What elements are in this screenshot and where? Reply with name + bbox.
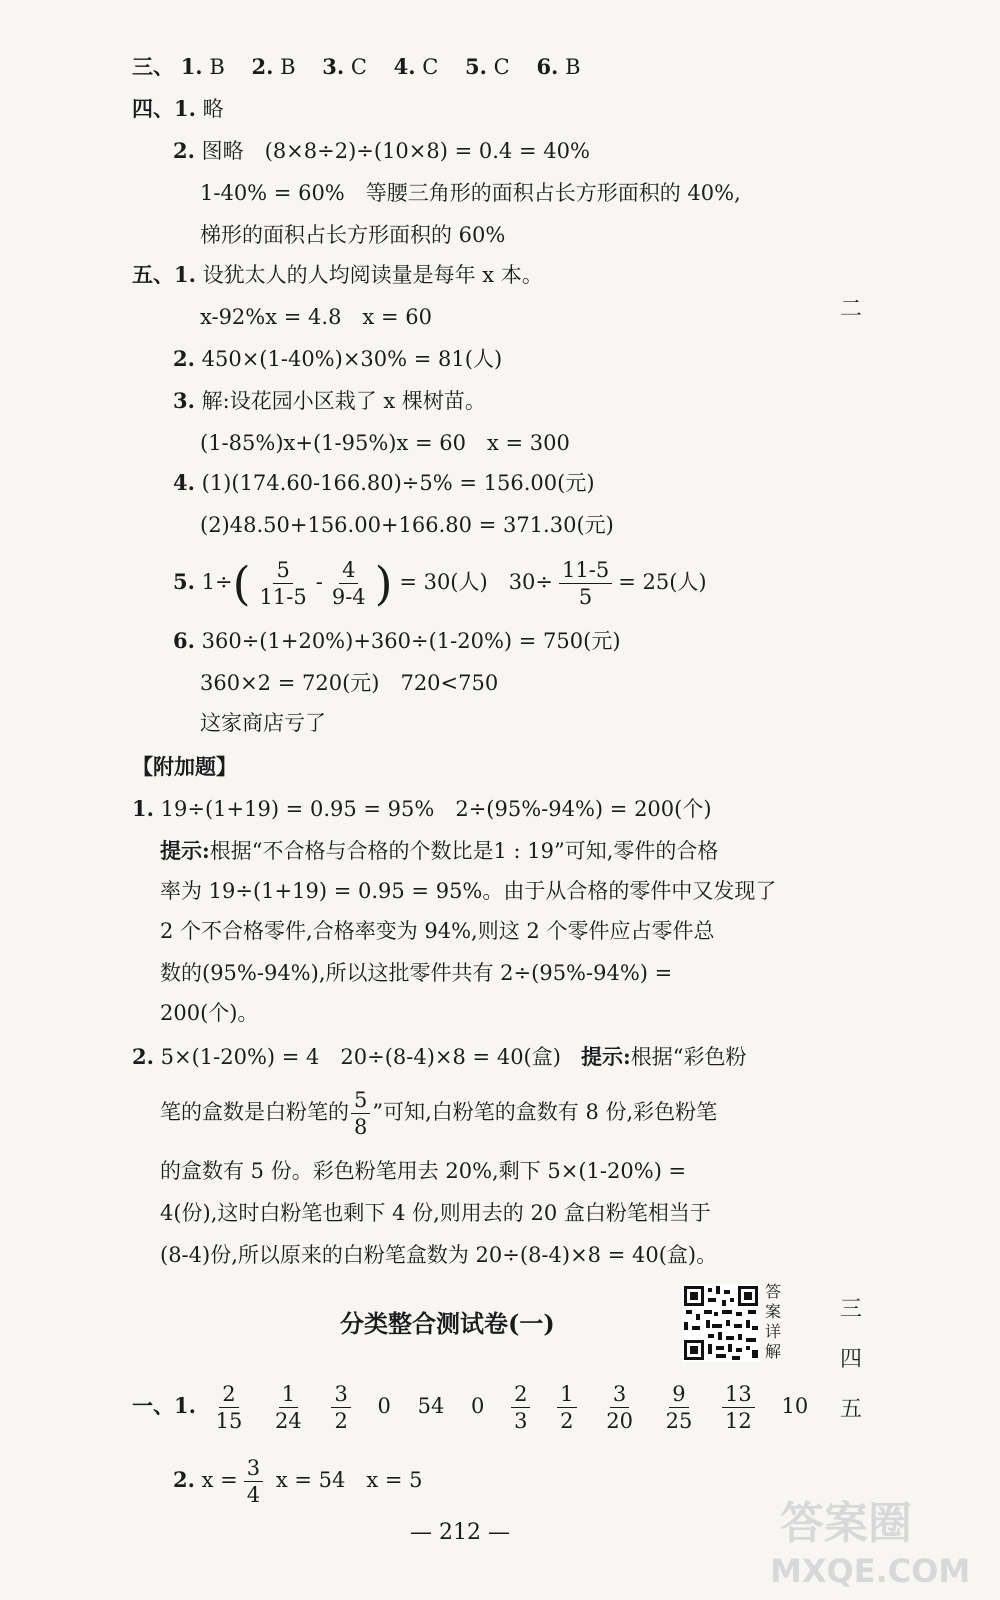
section-4-q1	[132, 94, 224, 124]
q-num: 2.	[173, 138, 195, 163]
expression: 1÷	[201, 570, 233, 594]
side-marker: 五	[840, 1397, 863, 1422]
answer: 19÷(1+19) = 0.95 = 95% 2÷(95%-94%) = 200(个)	[160, 797, 712, 821]
section-4-label: 四、	[132, 96, 174, 121]
answer-line: 梯形的面积占长方形面积的 60%	[200, 223, 506, 247]
hint-line	[160, 1084, 717, 1140]
side-marker: 二	[840, 297, 863, 322]
section-3-label: 三、	[132, 54, 174, 79]
q-num: 4.	[393, 54, 416, 79]
test-title: 分类整合测试卷(一)	[340, 1309, 555, 1338]
answer-line: 360×2 = 720(元) 720<750	[200, 671, 499, 695]
numerator: 2	[511, 1381, 530, 1408]
answer-line: (2)48.50+156.00+166.80 = 371.30(元)	[200, 513, 614, 537]
hint-line: 2 个不合格零件,合格率变为 94%,则这 2 个零件应占零件总	[160, 919, 715, 943]
fraction	[722, 1381, 755, 1434]
test-q2	[173, 1452, 422, 1508]
numerator: 5	[273, 557, 292, 584]
side-marker: 三	[840, 1297, 863, 1322]
answer: 设犹太人的人均阅读量是每年 x 本。	[202, 263, 543, 287]
section-5-q2	[173, 344, 502, 374]
q-num: 2.	[173, 346, 195, 371]
extra-q1	[132, 794, 712, 824]
answer-line: 1-40% = 60% 等腰三角形的面积占长方形面积的 40%,	[200, 181, 741, 205]
answer: 0	[471, 1394, 485, 1418]
section-4-q2	[173, 136, 590, 166]
fraction	[213, 1381, 246, 1434]
denominator: 9-4	[331, 585, 366, 609]
answer: 10	[781, 1394, 809, 1418]
q-num: 1.	[180, 54, 203, 79]
hint-label: 提示:	[580, 1044, 631, 1069]
qr-label: 答案详解	[765, 1282, 782, 1361]
open-paren: (	[232, 556, 251, 611]
denominator: 15	[215, 1409, 243, 1433]
answer: 略	[202, 97, 224, 121]
numerator: 13	[722, 1381, 755, 1408]
section-3-answers	[132, 52, 581, 82]
denominator: 12	[725, 1409, 752, 1433]
side-marker: 四	[840, 1347, 863, 1372]
numerator: 4	[339, 557, 358, 584]
numerator: 5	[351, 1087, 370, 1114]
hint-text: ”可知,白粉笔的盒数有 8 份,彩色粉笔	[372, 1100, 718, 1124]
q-num: 5.	[465, 54, 487, 79]
answer: (1)(174.60-166.80)÷5% = 156.00(元)	[201, 471, 595, 495]
section-5-q6	[173, 626, 621, 656]
hint-line: 的盒数有 5 份。彩色粉笔用去 20%,剩下 5×(1-20%) =	[160, 1159, 687, 1183]
q-num: 1.	[174, 96, 196, 121]
numerator: 11-5	[559, 557, 612, 584]
denominator: 4	[246, 1483, 261, 1507]
expression: x = 54 x = 5	[275, 1468, 423, 1492]
q-num: 5.	[173, 569, 195, 594]
hint-line: 200(个)。	[160, 1001, 259, 1025]
answer: C	[493, 55, 510, 79]
denominator: 2	[560, 1409, 574, 1433]
denominator: 5	[578, 585, 593, 609]
denominator: 25	[665, 1409, 693, 1433]
q-num: 1.	[132, 796, 154, 821]
q-num: 3.	[173, 388, 195, 413]
numerator: 2	[219, 1381, 238, 1408]
denominator: 2	[334, 1409, 348, 1433]
section-5-label: 五、	[132, 262, 174, 287]
hint-line: 率为 19÷(1+19) = 0.95 = 95%。由于从合格的零件中又发现了	[160, 879, 777, 903]
hint-line: 数的(95%-94%),所以这批零件共有 2÷(95%-94%) =	[160, 961, 673, 985]
answer-line: (1-85%)x+(1-95%)x = 60 x = 300	[200, 431, 570, 455]
qr-code[interactable]	[682, 1284, 760, 1362]
watermark-logo	[760, 1480, 990, 1590]
section-5-q5	[173, 554, 707, 610]
page-number: — 212 —	[410, 1520, 510, 1545]
numerator: 3	[244, 1455, 263, 1482]
answer: C	[422, 55, 439, 79]
expression: x =	[201, 1468, 238, 1492]
answer-line: x-92%x = 4.8 x = 60	[200, 305, 432, 329]
q-num: 1.	[174, 1393, 196, 1418]
numerator: 1	[557, 1381, 576, 1408]
svg-text:答案圈: 答案圈	[780, 1498, 912, 1549]
fraction	[257, 557, 310, 610]
fraction	[557, 1381, 576, 1434]
q-num: 2.	[132, 1044, 154, 1069]
fraction	[244, 1455, 263, 1508]
hint-line: 4(份),这时白粉笔也剩下 4 份,则用去的 20 盒白粉笔相当于	[160, 1201, 711, 1225]
answer: 360÷(1+20%)+360÷(1-20%) = 750(元)	[201, 629, 621, 653]
answer-line: 这家商店亏了	[200, 711, 326, 735]
hint-text: 根据“不合格与合格的个数比是1 : 19”可知,零件的合格	[209, 839, 719, 863]
answer: B	[565, 55, 581, 79]
hint-text: 根据“彩色粉	[630, 1045, 747, 1069]
fraction	[511, 1381, 530, 1434]
section-1-label: 一、	[132, 1393, 174, 1418]
denominator: 20	[606, 1409, 633, 1433]
fraction	[559, 557, 612, 610]
svg-text:MXQE.COM: MXQE.COM	[770, 1552, 971, 1590]
numerator: 3	[610, 1381, 629, 1408]
close-paren: )	[374, 556, 393, 611]
answer: 解:设花园小区栽了 x 棵树苗。	[201, 389, 486, 413]
denominator: 24	[275, 1409, 302, 1433]
hint-label: 提示:	[160, 838, 210, 863]
extra-heading: 【附加题】	[132, 754, 237, 779]
denominator: 8	[354, 1115, 368, 1139]
fraction	[331, 1381, 350, 1434]
q-num: 2.	[251, 54, 274, 79]
numerator: 1	[279, 1381, 298, 1408]
answer: 图略 (8×8÷2)÷(10×8) = 0.4 = 40%	[201, 139, 590, 163]
q-num: 1.	[174, 262, 196, 287]
answer: 0	[377, 1394, 391, 1418]
answer: 5×(1-20%) = 4 20÷(8-4)×8 = 40(盒)	[160, 1045, 561, 1069]
minus-sign: -	[315, 570, 323, 594]
answer: C	[350, 55, 367, 79]
answer: 450×(1-40%)×30% = 81(人)	[201, 347, 503, 371]
q-num: 4.	[173, 470, 195, 495]
expression: = 30(人) 30÷	[399, 570, 554, 594]
hint-line	[160, 836, 718, 866]
numerator: 9	[669, 1381, 688, 1408]
fraction	[329, 557, 369, 610]
numerator: 3	[331, 1381, 350, 1408]
section-5-q3	[173, 386, 486, 416]
hint-text: 笔的盒数是白粉笔的	[160, 1100, 349, 1124]
fraction	[603, 1381, 636, 1434]
fraction	[351, 1087, 370, 1140]
extra-q2	[132, 1042, 746, 1072]
q-num: 2.	[173, 1467, 195, 1492]
q-num: 6.	[536, 54, 559, 79]
q-num: 6.	[173, 628, 195, 653]
section-5-q4	[173, 468, 595, 498]
answer: B	[280, 55, 296, 79]
test-q1	[132, 1378, 818, 1434]
answer: B	[209, 55, 225, 79]
q-num: 3.	[322, 54, 345, 79]
fraction	[663, 1381, 696, 1434]
denominator: 3	[514, 1409, 528, 1433]
fraction	[272, 1381, 305, 1434]
answer: 54	[417, 1394, 445, 1418]
expression: = 25(人)	[618, 570, 707, 594]
section-5-q1	[132, 260, 543, 290]
hint-line: (8-4)份,所以原来的白粉笔盒数为 20÷(8-4)×8 = 40(盒)。	[160, 1243, 718, 1267]
denominator: 11-5	[259, 585, 307, 609]
